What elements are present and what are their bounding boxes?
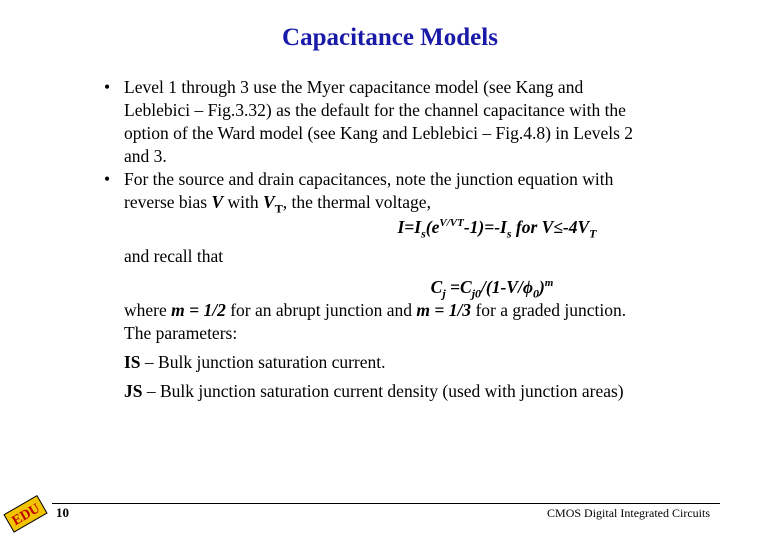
capacitance-equation: $C_j =C_{j0}/(1-V/\phi_0)^m$ bbox=[430, 277, 554, 301]
bullet-myer bbox=[100, 76, 740, 168]
slide-title: Capacitance Models bbox=[282, 24, 498, 51]
recall-text: and recall that bbox=[124, 246, 224, 266]
course-name: CMOS Digital Integrated Circuits bbox=[547, 506, 710, 520]
bullet-junction bbox=[100, 168, 740, 403]
params-heading: The parameters: bbox=[124, 323, 238, 343]
bullet1-line: Leblebici – Fig.3.32) as the default for the channel capacitance with the bbox=[124, 100, 626, 120]
svg-text:EDU: EDU bbox=[9, 501, 43, 530]
bullet2-line: For the source and drain capacitances, note the junction equation with bbox=[124, 169, 614, 189]
bullet-dot: • bbox=[104, 77, 111, 97]
grading-text: where m = 1/2 for an abrupt junction and m = 1/3 for a graded junction. bbox=[124, 300, 627, 320]
slide-body bbox=[100, 76, 740, 403]
bullet2-line: reverse bias V with $V_T$, the thermal voltage, bbox=[124, 192, 431, 216]
page-number: 10 bbox=[56, 505, 69, 520]
param-js: JS – Bulk junction saturation current density (used with junction areas) bbox=[124, 381, 624, 401]
bullet-dot: • bbox=[104, 169, 111, 189]
bullet1-line: and 3. bbox=[124, 146, 167, 166]
edu-logo-icon bbox=[0, 488, 50, 538]
bullet1-line: Level 1 through 3 use the Myer capacitance model (see Kang and bbox=[124, 77, 584, 97]
diode-equation: $I=I_s(e^{V/VT}-1)=-I_s$ for $V\le-4V_T$ bbox=[397, 217, 597, 241]
footer-divider bbox=[52, 503, 720, 504]
param-is: IS – Bulk junction saturation current. bbox=[124, 352, 386, 372]
bullet1-line: option of the Ward model (see Kang and Leblebici – Fig.4.8) in Levels 2 bbox=[124, 123, 634, 143]
